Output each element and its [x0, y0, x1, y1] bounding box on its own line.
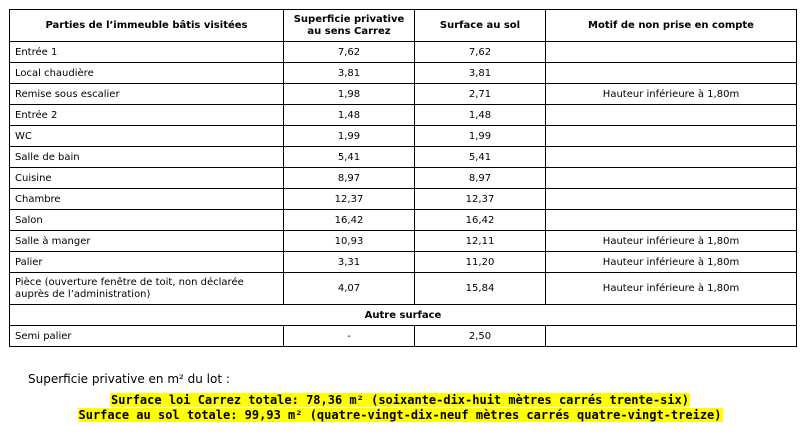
- table-row: [10, 326, 797, 347]
- cell-sol: 11,20: [415, 252, 546, 273]
- table-row: [10, 252, 797, 273]
- cell-motif: [546, 105, 797, 126]
- cell-partie: Palier: [10, 252, 284, 273]
- cell-carrez: 4,07: [284, 273, 415, 305]
- cell-motif: Hauteur inférieure à 1,80m: [546, 252, 797, 273]
- header-sol: Surface au sol: [415, 10, 546, 42]
- cell-carrez: 16,42: [284, 210, 415, 231]
- cell-partie: Cuisine: [10, 168, 284, 189]
- cell-motif: [546, 147, 797, 168]
- surface-table: [9, 9, 797, 347]
- cell-sol: 16,42: [415, 210, 546, 231]
- cell-motif: [546, 168, 797, 189]
- cell-partie: Salle de bain: [10, 147, 284, 168]
- cell-carrez: 3,81: [284, 63, 415, 84]
- cell-partie: Salon: [10, 210, 284, 231]
- cell-carrez: 5,41: [284, 147, 415, 168]
- sol-total-text: Surface au sol totale: 99,93 m² (quatre-vingt-dix-neuf mètres carrés quatre-vingt-treize): [78, 408, 722, 422]
- cell-carrez: 8,97: [284, 168, 415, 189]
- carrez-total-text: Surface loi Carrez totale: 78,36 m² (soixante-dix-huit mètres carrés trente-six): [111, 393, 689, 407]
- table-row: [10, 126, 797, 147]
- table-header-row: [10, 10, 797, 42]
- table-row: [10, 42, 797, 63]
- table-row: [10, 273, 797, 305]
- table-row: [10, 231, 797, 252]
- table-row: [10, 210, 797, 231]
- table-row: [10, 105, 797, 126]
- cell-partie: WC: [10, 126, 284, 147]
- cell-sol: 12,11: [415, 231, 546, 252]
- table-row: [10, 168, 797, 189]
- cell-partie: Entrée 2: [10, 105, 284, 126]
- summary-label: Superficie privative en m² du lot :: [28, 372, 230, 386]
- cell-partie: Semi palier: [10, 326, 284, 347]
- cell-carrez: 12,37: [284, 189, 415, 210]
- cell-motif: Hauteur inférieure à 1,80m: [546, 231, 797, 252]
- cell-sol: 2,50: [415, 326, 546, 347]
- cell-motif: [546, 63, 797, 84]
- cell-partie: Salle à manger: [10, 231, 284, 252]
- cell-carrez: 7,62: [284, 42, 415, 63]
- cell-sol: 8,97: [415, 168, 546, 189]
- cell-sol: 5,41: [415, 147, 546, 168]
- cell-partie: Pièce (ouverture fenêtre de toit, non déclarée auprès de l’administration): [10, 273, 284, 305]
- section-heading-autre-surface: Autre surface: [10, 305, 797, 326]
- section-heading-row: [10, 305, 797, 326]
- cell-sol: 1,99: [415, 126, 546, 147]
- cell-motif: [546, 42, 797, 63]
- cell-carrez: 10,93: [284, 231, 415, 252]
- carrez-total-line: [0, 393, 800, 407]
- table-row: [10, 147, 797, 168]
- cell-sol: 7,62: [415, 42, 546, 63]
- cell-motif: [546, 326, 797, 347]
- cell-carrez: 1,98: [284, 84, 415, 105]
- cell-carrez: 3,31: [284, 252, 415, 273]
- cell-partie: Remise sous escalier: [10, 84, 284, 105]
- header-parties: Parties de l’immeuble bâtis visitées: [10, 10, 284, 42]
- cell-motif: Hauteur inférieure à 1,80m: [546, 273, 797, 305]
- cell-motif: [546, 126, 797, 147]
- cell-partie: Local chaudière: [10, 63, 284, 84]
- cell-sol: 1,48: [415, 105, 546, 126]
- cell-carrez: 1,99: [284, 126, 415, 147]
- sol-total-line: [0, 408, 800, 422]
- cell-carrez: -: [284, 326, 415, 347]
- cell-sol: 15,84: [415, 273, 546, 305]
- table-row: [10, 63, 797, 84]
- cell-sol: 3,81: [415, 63, 546, 84]
- cell-carrez: 1,48: [284, 105, 415, 126]
- header-motif: Motif de non prise en compte: [546, 10, 797, 42]
- header-carrez: Superficie privative au sens Carrez: [284, 10, 415, 42]
- cell-sol: 12,37: [415, 189, 546, 210]
- table-row: [10, 189, 797, 210]
- table-row: [10, 84, 797, 105]
- cell-partie: Entrée 1: [10, 42, 284, 63]
- cell-partie: Chambre: [10, 189, 284, 210]
- cell-motif: [546, 189, 797, 210]
- cell-sol: 2,71: [415, 84, 546, 105]
- cell-motif: [546, 210, 797, 231]
- cell-motif: Hauteur inférieure à 1,80m: [546, 84, 797, 105]
